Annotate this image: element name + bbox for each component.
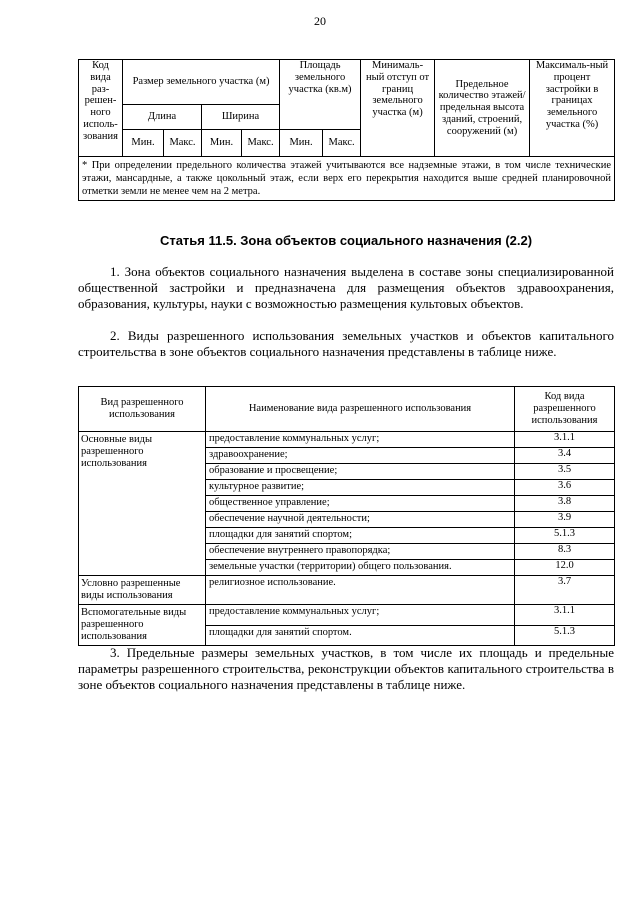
use-code: 3.1.1 — [515, 605, 615, 626]
use-code: 5.1.3 — [515, 528, 615, 544]
use-name: обеспечение научной деятельности; — [206, 512, 515, 528]
use-name: обеспечение внутреннего правопорядка; — [206, 544, 515, 560]
use-code: 3.4 — [515, 448, 615, 464]
use-category: Основные виды разрешенного использования — [79, 432, 206, 576]
use-name: площадки для занятий спортом; — [206, 528, 515, 544]
col-use-code: Код вида разрешенного использования — [515, 387, 615, 432]
col-area-min: Мин. — [280, 130, 323, 157]
use-code: 8.3 — [515, 544, 615, 560]
use-name: земельные участки (территории) общего пользования. — [206, 560, 515, 576]
use-code: 3.8 — [515, 496, 615, 512]
use-name: культурное развитие; — [206, 480, 515, 496]
col-width-min: Мин. — [202, 130, 242, 157]
use-name: площадки для занятий спортом. — [206, 625, 515, 646]
table-footnote: * При определении предельного количества этажей учитываются все надземные этажи, в том числе технические этажи, мансардные, а также цокольный этаж, если верх его перекрытия находится выше средней планировочной отметки земли не менее чем на 2 метра. — [79, 157, 615, 201]
use-name: предоставление коммунальных услуг; — [206, 605, 515, 626]
paragraph-1: 1. Зона объектов социального назначения выделена в составе зоны специализированной общественной застройки и предназначена для размещения объектов здравоохранения, образования, культуры, науки с возможностью размещения культовых объектов. — [78, 264, 614, 311]
col-length: Длина — [123, 105, 202, 130]
use-name: религиозное использование. — [206, 576, 515, 605]
use-code: 12.0 — [515, 560, 615, 576]
use-code: 3.6 — [515, 480, 615, 496]
col-area-max: Макс. — [323, 130, 361, 157]
use-code: 3.7 — [515, 576, 615, 605]
col-code: Код вида раз-решен-ного исполь-зования — [79, 60, 123, 157]
use-name: здравоохранение; — [206, 448, 515, 464]
col-size: Размер земельного участка (м) — [123, 60, 280, 105]
use-code: 5.1.3 — [515, 625, 615, 646]
use-code: 3.5 — [515, 464, 615, 480]
col-length-min: Мин. — [123, 130, 164, 157]
col-floors: Предельное количество этажей/ предельная высота зданий, строений, сооружений (м) — [435, 60, 530, 157]
page-number: 20 — [314, 14, 326, 28]
use-category: Условно разрешенные виды использования — [79, 576, 206, 605]
use-code: 3.1.1 — [515, 432, 615, 448]
paragraph-3: 3. Предельные размеры земельных участков, в том числе их площадь и предельные параметры разрешенного строительства, реконструкции объектов капитального строительства в зоне объектов социального назначения представлены в таблице ниже. — [78, 645, 614, 692]
use-code: 3.9 — [515, 512, 615, 528]
col-length-max: Макс. — [164, 130, 202, 157]
article-heading: Статья 11.5. Зона объектов социального назначения (2.2) — [159, 233, 533, 248]
use-name: предоставление коммунальных услуг; — [206, 432, 515, 448]
parameters-table-header — [78, 59, 615, 201]
col-use-name: Наименование вида разрешенного использования — [206, 387, 515, 432]
col-setback: Минималь-ный отступ от границ земельного участка (м) — [361, 60, 435, 157]
table-row — [79, 576, 615, 605]
col-coverage: Максималь-ный процент застройки в границах земельного участка (%) — [530, 60, 615, 157]
col-width: Ширина — [202, 105, 280, 130]
col-area: Площадь земельного участка (кв.м) — [280, 60, 361, 130]
paragraph-2: 2. Виды разрешенного использования земельных участков и объектов капитального строительства в зоне объектов социального назначения представлены в таблице ниже. — [78, 328, 614, 359]
use-category: Вспомогательные виды разрешенного использования — [79, 605, 206, 646]
permitted-use-table — [78, 386, 615, 646]
col-use-type: Вид разрешенного использования — [79, 387, 206, 432]
use-name: образование и просвещение; — [206, 464, 515, 480]
use-name: общественное управление; — [206, 496, 515, 512]
table-row — [79, 605, 615, 626]
col-width-max: Макс. — [242, 130, 280, 157]
table-row — [79, 432, 615, 448]
